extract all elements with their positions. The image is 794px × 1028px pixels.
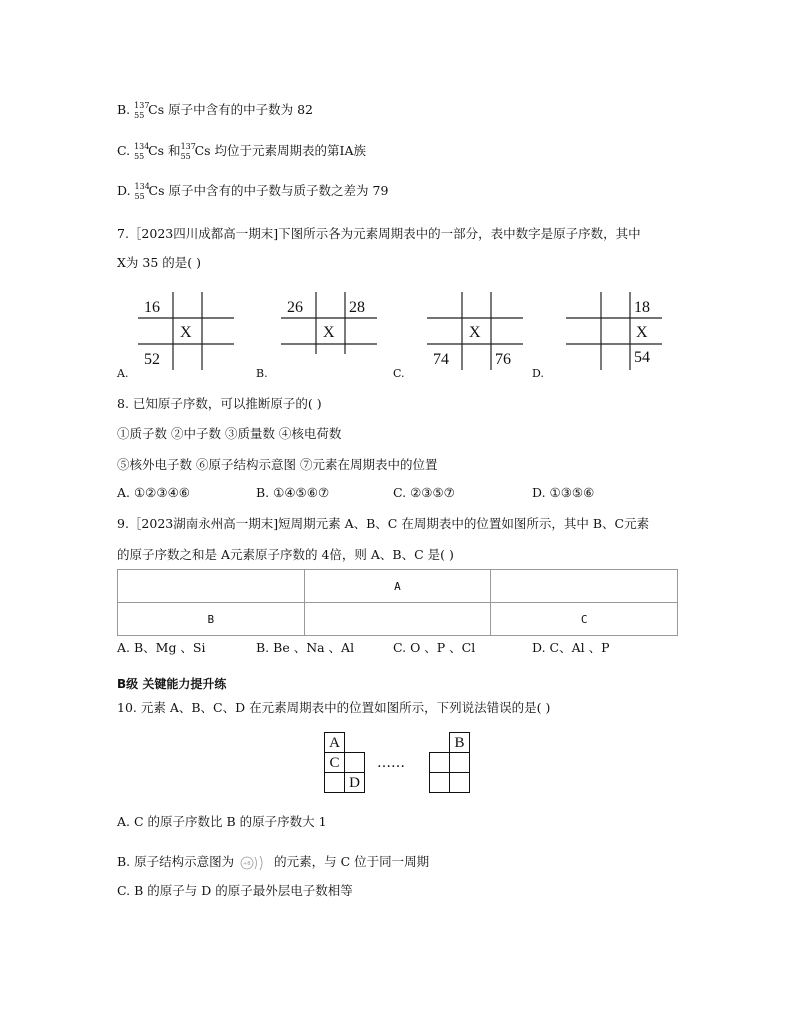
- grid-x: X: [180, 324, 192, 341]
- q10-cell-b: B: [449, 732, 470, 753]
- q8-list-line2: ⑤核外电子数 ⑥原子结构示意图 ⑦元素在周期表中的位置: [117, 457, 438, 472]
- q8-list-line1: ①质子数 ②中子数 ③质量数 ④核电荷数: [117, 426, 342, 441]
- q10-cell-empty: [429, 772, 450, 793]
- q9-stem-line2: 的原子序数之和是 A元素原子序数的 4倍，则 A、B、C 是( ): [117, 547, 454, 562]
- option-text: 的元素，与 C 位于同一周期: [274, 854, 430, 869]
- q8-option-b: B. ①④⑤⑥⑦: [256, 485, 330, 500]
- option-text: B. 原子结构示意图为: [117, 854, 235, 869]
- element-symbol: Cs: [148, 102, 165, 117]
- atomic-number: 55: [180, 151, 191, 161]
- grid-number: 76: [495, 351, 511, 368]
- option-prefix: D.: [117, 183, 131, 198]
- q9-option-d: D. C、Al 、P: [532, 640, 610, 655]
- grid-number: 26: [287, 299, 303, 316]
- q7-grid-d: [566, 292, 662, 370]
- q8-option-c: C. ②③⑤⑦: [393, 485, 455, 500]
- q10-stem: 10. 元素 A、B、C、D 在元素周期表中的位置如图所示，下列说法错误的是( ): [117, 700, 551, 715]
- element-symbol: Cs: [148, 183, 165, 198]
- option-prefix: B.: [117, 102, 131, 117]
- q10-option-c: C. B 的原子与 D 的原子最外层电子数相等: [117, 883, 353, 898]
- atomic-number: 55: [134, 151, 145, 161]
- q10-cell-a: A: [324, 732, 345, 753]
- grid-number: 52: [144, 351, 160, 368]
- grid-number: 54: [634, 349, 650, 366]
- isotope-notation: [134, 102, 148, 120]
- q9-periodic-table: [117, 569, 678, 636]
- conjunction: 和: [168, 143, 181, 158]
- mass-number: 137: [180, 141, 196, 151]
- isotope-notation: [135, 183, 149, 201]
- q9-stem-line1: 9.［2023湖南永州高一期末]短周期元素 A、B、C 在周期表中的位置如图所示，其中 B、C元素: [117, 516, 650, 531]
- q10-cell-empty: [449, 752, 470, 773]
- table-cell: C: [491, 603, 678, 636]
- q9-option-b: B. Be 、Na 、Al: [256, 640, 355, 655]
- grid-x: X: [469, 324, 481, 341]
- grid-x: X: [636, 324, 648, 341]
- q8-option-d: D. ①③⑤⑥: [532, 485, 595, 500]
- q10-cell-empty: [449, 772, 470, 793]
- q7-label-c: C.: [393, 367, 405, 380]
- atom-structure-diagram-icon: [238, 853, 270, 873]
- grid-number: 16: [144, 299, 160, 316]
- element-symbol: Cs: [148, 143, 165, 158]
- q9-option-a: A. B、Mg 、Si: [117, 640, 206, 655]
- mass-number: 134: [134, 141, 150, 151]
- q10-ellipsis: ……: [377, 755, 405, 771]
- table-cell: A: [304, 570, 491, 603]
- table-cell: [491, 570, 678, 603]
- atomic-number: 55: [134, 191, 145, 201]
- q7-stem-line2: X为 35 的是( ): [117, 255, 201, 270]
- table-cell: B: [118, 603, 305, 636]
- q7-grid-b: [281, 292, 377, 354]
- q7-grid-a: [138, 292, 234, 370]
- table-cell: [118, 570, 305, 603]
- q10-cell-empty: [324, 772, 345, 793]
- grid-x: X: [323, 324, 335, 341]
- isotope-notation: [134, 143, 148, 161]
- q10-cell-empty: [344, 752, 365, 773]
- mass-number: 134: [134, 181, 150, 191]
- q10-cell-c: C: [324, 752, 345, 773]
- isotope-notation: [181, 143, 195, 161]
- section-heading: B级 关键能力提升练: [117, 677, 227, 691]
- q10-cell-empty: [429, 752, 450, 773]
- grid-number: 18: [634, 299, 650, 316]
- q10-option-a: A. C 的原子序数比 B 的原子序数大 1: [117, 814, 327, 829]
- q6-option-b: [117, 100, 313, 120]
- q9-option-c: C. O 、P 、Cl: [393, 640, 476, 655]
- svg-text:+8: +8: [243, 860, 251, 867]
- q7-label-b: B.: [256, 367, 268, 380]
- q8-stem: 8. 已知原子序数，可以推断原子的( ): [117, 396, 322, 411]
- option-text: 原子中含有的中子数为 82: [168, 102, 314, 117]
- mass-number: 137: [134, 100, 150, 110]
- q7-stem-line1: 7.［2023四川成都高一期末]下图所示各为元素周期表中的一部分，表中数字是原子序数，其中: [117, 226, 641, 241]
- grid-number: 74: [433, 351, 449, 368]
- option-text: 原子中含有的中子数与质子数之差为 79: [168, 183, 389, 198]
- element-symbol: Cs: [194, 143, 211, 158]
- q6-option-c: [117, 141, 366, 161]
- q7-grid-c: [427, 292, 523, 370]
- option-text: 均位于元素周期表的第ⅠA族: [214, 143, 366, 158]
- q7-label-a: A.: [117, 367, 129, 380]
- table-cell: [304, 603, 491, 636]
- q8-option-a: A. ①②③④⑥: [117, 485, 191, 500]
- q7-label-d: D.: [532, 367, 544, 380]
- q10-option-b: [117, 852, 429, 873]
- atomic-number: 55: [134, 110, 145, 120]
- grid-number: 28: [349, 299, 365, 316]
- q6-option-d: [117, 181, 388, 201]
- option-prefix: C.: [117, 143, 131, 158]
- q10-cell-d: D: [344, 772, 365, 793]
